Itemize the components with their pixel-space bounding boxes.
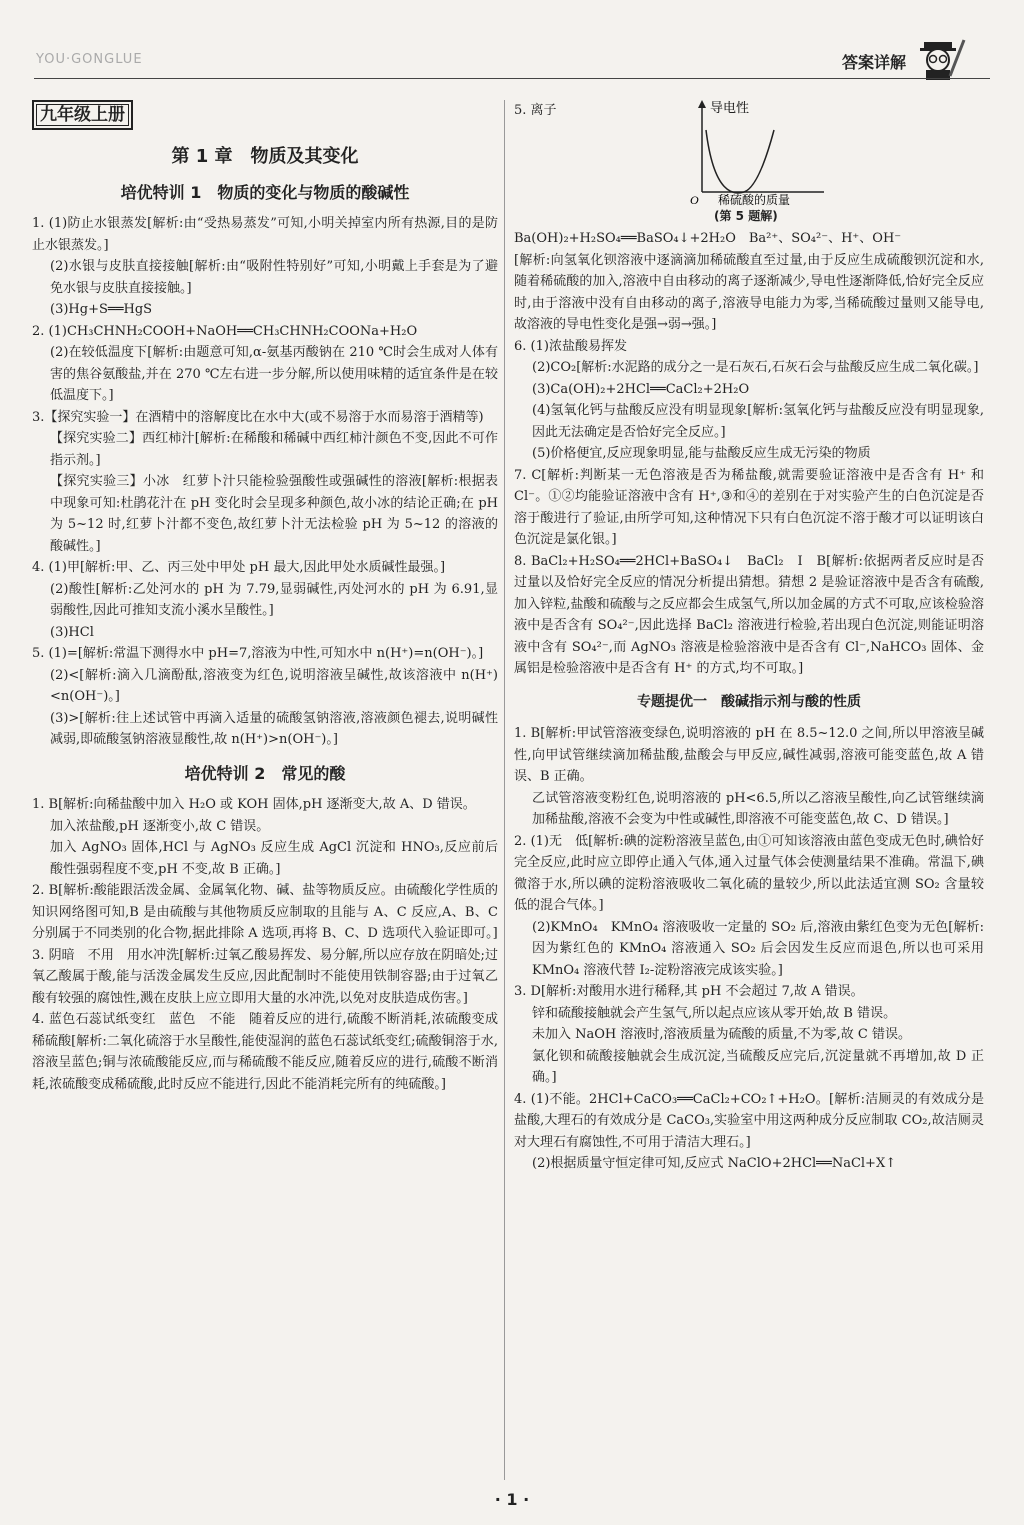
answer-item: 6. (1)浓盐酸易挥发 xyxy=(514,338,627,354)
answer-item: 【探究实验三】小冰 红萝卜汁只能检验强酸性或强碱性的溶液[解析:根据表中现象可知:杜鹃花汁在 pH 变化时会呈现多种颜色,故小冰的结论正确;在 pH 为 5~12 时,红萝卜汁都不变色,故红萝卜汁无法检验 pH 为 5~12 的溶液的酸碱性。] xyxy=(50,474,498,554)
section-title-3: 专题提优一 酸碱指示剂与酸的性质 xyxy=(637,693,861,710)
answer-item: Ba(OH)₂+H₂SO₄══BaSO₄↓+2H₂O Ba²⁺、SO₄²⁻、H⁺、OH⁻ xyxy=(514,231,902,246)
y-axis-arrow xyxy=(698,100,706,108)
y-axis-label: 导电性 xyxy=(710,100,750,115)
answer-item: 未加入 NaOH 溶液时,溶液质量为硫酸的质量,不为零,故 C 错误。 xyxy=(532,1027,911,1042)
answer-item: 氯化钡和硫酸接触就会生成沉淀,当硫酸反应完后,沉淀量就不再增加,故 D 正确。] xyxy=(532,1048,984,1085)
answer-item: 3. D[解析:对酸用水进行稀释,其 pH 不会超过 7,故 A 错误。 xyxy=(514,984,864,999)
answer-item: 乙试管溶液变粉红色,说明溶液的 pH<6.5,所以乙溶液呈酸性,向乙试管继续滴加稀盐酸,溶液不会变为中性或碱性,即溶液不可能变蓝色,故 C、D 错误。] xyxy=(532,790,984,827)
answer-item: 3. 阴暗 不用 用水冲洗[解析:过氧乙酸易挥发、易分解,所以应存放在阴暗处;过氧乙酸属于酸,能与活泼金属发生反应,因此配制时不能使用铁制容器;由于过氧乙酸有较强的腐蚀性,溅在皮肤上应立即用大量的水冲洗,以免对皮肤造成伤害。] xyxy=(32,947,498,1006)
header-title: 答案详解 xyxy=(841,53,906,72)
conductivity-chart xyxy=(514,100,984,226)
answer-item: (2)酸性[解析:乙处河水的 pH 为 7.79,显弱碱性,丙处河水的 pH 为 6.91,显弱酸性,因此可推知支流小溪水呈酸性。] xyxy=(50,581,498,618)
answer-item: 【探究实验二】西红柿汁[解析:在稀酸和稀碱中西红柿汁颜色不变,因此不可作指示剂。] xyxy=(50,431,498,468)
answer-item: 4. 蓝色石蕊试纸变红 蓝色 不能 随着反应的进行,硫酸不断消耗,浓硫酸变成稀硫酸[解析:二氧化硫溶于水呈酸性,能使湿润的蓝色石蕊试纸变红;硫酸铜溶于水,溶液呈蓝色;铜与浓硫酸能反应,而与稀硫酸不能反应,随着反应的进行,硫酸不断消耗,浓硫酸变成稀硫酸,此时反应不能进行,因此不能消耗完所有的纯硫酸。] xyxy=(32,1012,498,1092)
answer-item: 1. (1)防止水银蒸发[解析:由“受热易蒸发”可知,小明关掉室内所有热源,目的是防止水银蒸发。] xyxy=(32,216,498,253)
chapter-title: 第 1 章 物质及其变化 xyxy=(171,146,359,167)
answer-item: (3)Hg+S══HgS xyxy=(50,302,153,317)
left-column xyxy=(32,100,498,1095)
brand-label: YOU·GONGLUE xyxy=(36,52,143,67)
mascot-icon xyxy=(916,36,966,84)
answer-item: (2)水银与皮肤直接接触[解析:由“吸附性特别好”可知,小明戴上手套是为了避免水银与皮肤直接接触。] xyxy=(50,259,498,296)
answer-item: (4)氢氧化钙与盐酸反应没有明显现象[解析:氢氧化钙与盐酸反应没有明显现象,因此无法确定是否恰好完全反应。] xyxy=(532,403,984,440)
answer-item: 锌和硫酸接触就会产生氢气,所以起点应该从零开始,故 B 错误。 xyxy=(532,1005,897,1021)
answer-item: [解析:向氢氧化钡溶液中逐滴滴加稀硫酸直至过量,由于反应生成硫酸钡沉淀和水,随着稀硫酸的加入,溶液中自由移动的离子逐渐减少,导电性逐渐降低,恰好完全反应时,由于溶液中没有自由移动的离子,溶液导电能力为零,当稀硫酸过量则又能导电,故溶液的导电性变化是强→弱→强。] xyxy=(514,252,984,332)
answer-item: (3)Ca(OH)₂+2HCl══CaCl₂+2H₂O xyxy=(532,381,750,397)
answer-item: 4. (1)甲[解析:甲、乙、丙三处中甲处 pH 最大,因此甲处水质碱性最强。] xyxy=(32,560,446,575)
answer-item: 1. B[解析:向稀盐酸中加入 H₂O 或 KOH 固体,pH 逐渐变大,故 A、D 错误。 xyxy=(32,797,476,812)
right-column xyxy=(514,100,984,1175)
answer-item: 3.【探究实验一】在酒精中的溶解度比在水中大(或不易溶于水而易溶于酒精等) xyxy=(32,409,484,425)
grade-box: 九年级上册 xyxy=(32,100,498,130)
section-title-2: 培优特训 2 常见的酸 xyxy=(184,763,346,783)
answer-item: (2)CO₂[解析:水泥路的成分之一是石灰石,石灰石会与盐酸反应生成二氧化碳。] xyxy=(532,360,979,375)
answer-item: (2)在较低温度下[解析:由题意可知,α-氨基丙酸钠在 210 ℃时会生成对人体有害的焦谷氨酸盐,并在 270 ℃左右进一步分解,所以使用味精的适宜条件是在较低温度下。] xyxy=(50,345,498,403)
column-divider xyxy=(504,100,505,1480)
answer-item: 1. B[解析:甲试管溶液变绿色,说明溶液的 pH 在 8.5~12.0 之间,所以甲溶液呈碱性,向甲试管继续滴加稀盐酸,盐酸会与甲反应,碱性减弱,溶液可能变蓝色,故 A 错误、B 正确。 xyxy=(514,726,984,784)
answer-item: 2. (1)无 低[解析:碘的淀粉溶液呈蓝色,由①可知该溶液由蓝色变成无色时,碘恰好完全反应,此时应立即停止通入气体,通入过量气体会使测量结果不准确。常温下,碘微溶于水,所以碘的淀粉溶液吸收二氧化硫的量较少,所以此法适宜测 SO₂ 含量较低的混合气体。] xyxy=(514,833,984,913)
answer-item: (5)价格便宜,反应现象明显,能与盐酸反应生成无污染的物质 xyxy=(532,446,871,461)
answer-item: (2)<[解析:滴入几滴酚酞,溶液变为红色,说明溶液呈碱性,故该溶液中 n(H⁺)<n(OH⁻)。] xyxy=(50,667,498,704)
answer-item: 2. B[解析:酸能跟活泼金属、金属氧化物、碱、盐等物质反应。由硫酸化学性质的知识网络图可知,B 是由硫酸与其他物质反应制取的且能与 A、C 反应,A、B、C 分别属于不同类别的化合物,据此排除 A 选项,再将 B、C、D 选项代入验证即可。] xyxy=(32,883,498,941)
answer-item: 7. C[解析:判断某一无色溶液是否为稀盐酸,就需要验证溶液中是否含有 H⁺ 和 Cl⁻。①②均能验证溶液中含有 H⁺,③和④的差别在于对实验产生的白色沉淀是否溶于酸进行了验证,由所学可知,这种情况下只有白色沉淀不溶于酸才可以证明该白色沉淀是氯化银。] xyxy=(514,467,984,547)
origin-label: O xyxy=(690,193,699,206)
chart-svg xyxy=(674,100,834,206)
header-divider xyxy=(34,78,990,79)
answer-item: (2)根据质量守恒定律可知,反应式 NaClO+2HCl══NaCl+X↑ xyxy=(532,1156,897,1171)
answer-item: 加入浓盐酸,pH 逐渐变小,故 C 错误。 xyxy=(50,818,270,834)
answer-item: 加入 AgNO₃ 固体,HCl 与 AgNO₃ 反应生成 AgCl 沉淀和 HNO₃,反应前后酸性强弱程度不变,pH 不变,故 B 正确。] xyxy=(50,840,498,877)
answer-item: 8. BaCl₂+H₂SO₄══2HCl+BaSO₄↓ BaCl₂ Ⅰ B[解析:依据两者反应时是否过量以及恰好完全反应的情况分析提出猜想。猜想 2 是验证溶液中是否含有硫酸,加入锌粒,盐酸和硫酸与之反应都会生成氢气,所以加金属的方式不可取,应该检验溶液中是否含有 SO₄²⁻,因此选择 BaCl₂ 溶液进行检验,若出现白色沉淀,则能证明溶液中含有 SO₄²⁻,而 AgNO₃ 溶液是检验溶液中是否含有 Cl⁻,NaHCO₃ 固体、金属铝是检验溶液中是否含有 H⁺ 的方式,均不可取。] xyxy=(514,553,984,676)
answer-item: (3)>[解析:往上述试管中再滴入适量的硫酸氢钠溶液,溶液颜色褪去,说明碱性减弱,即硫酸氢钠溶液显酸性,故 n(H⁺)>n(OH⁻)。] xyxy=(50,710,498,747)
answer-item: 2. (1)CH₃CHNH₂COOH+NaOH══CH₃CHNH₂COONa+H₂O xyxy=(32,323,418,339)
chart-caption: (第 5 题解) xyxy=(714,209,778,223)
conductivity-curve xyxy=(706,130,774,193)
page-number: · 1 · xyxy=(494,1490,530,1509)
x-axis-label: 稀硫酸的质量 xyxy=(718,193,791,206)
chart-question-label: 5. 离子 xyxy=(514,103,557,118)
answer-item: (3)HCl xyxy=(50,624,94,640)
answer-item: 4. (1)不能。2HCl+CaCO₃══CaCl₂+CO₂↑+H₂O。[解析:洁厕灵的有效成分是盐酸,大理石的有效成分是 CaCO₃,实验室中用这两种成分反应制取 CO₂,故洁厕灵对大理石有腐蚀性,不可用于清洁大理石。] xyxy=(514,1091,984,1150)
section-title-1: 培优特训 1 物质的变化与物质的酸碱性 xyxy=(120,182,410,202)
answer-item: 5. (1)=[解析:常温下测得水中 pH=7,溶液为中性,可知水中 n(H⁺)=n(OH⁻)。] xyxy=(32,646,484,661)
answer-item: (2)KMnO₄ KMnO₄ 溶液吸收一定量的 SO₂ 后,溶液由紫红色变为无色[解析:因为紫红色的 KMnO₄ 溶液通入 SO₂ 后会因发生反应而退色,所以也可采用 KMnO₄ 溶液代替 I₂-淀粉溶液完成该实验。] xyxy=(532,919,984,978)
